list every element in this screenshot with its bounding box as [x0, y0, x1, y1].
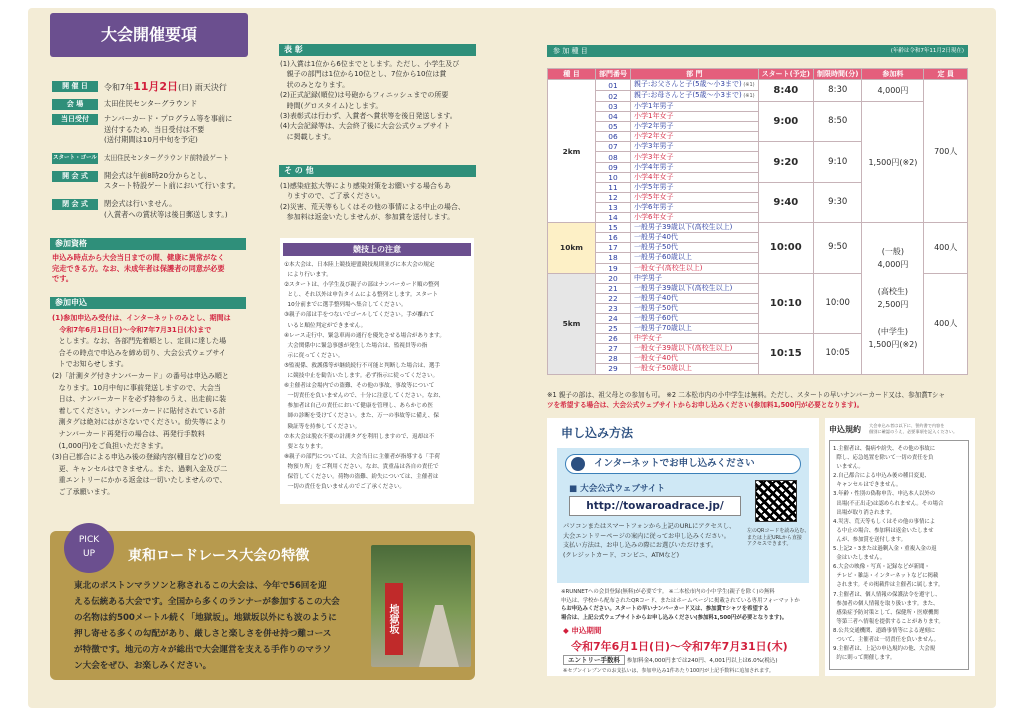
limit-time: 9:10: [814, 142, 862, 182]
hyosho-line: 時間(グロスタイム)とします。: [280, 101, 383, 110]
sonota-line: りますので、ご了承ください。: [280, 192, 385, 201]
application-line: ご了承願います。: [52, 487, 115, 496]
apply-period: 令和7年6月1日(日)〜令和7年7月31日(木): [571, 640, 788, 653]
event-name: 中学女子: [631, 334, 759, 344]
event-number: 23: [596, 303, 631, 313]
application-line: 更、キャンセルはできません。また、過剰入金及び二: [52, 464, 228, 473]
closing-text: 閉会式は行いません。 (入賞者への賞状等は後日郵送します。): [104, 198, 228, 219]
kiyaku-line: 4.災害、荒天等もしくはその他の事情によ: [833, 518, 936, 525]
event-name: 親子:お母さんと子(5歳〜小3まで) (※1): [631, 91, 759, 102]
kiyaku-line: んが、参加賞を送付します。: [833, 536, 907, 543]
category: 2km: [548, 80, 596, 223]
hill-photo: [371, 545, 471, 667]
event-name: 小学1年女子: [631, 112, 759, 122]
kyogi-line: 保管してください。荷物の盗難、紛失については、主催者は: [284, 473, 439, 480]
info-label-opening: 開 会 式: [52, 171, 98, 182]
category: 10km: [548, 223, 596, 273]
pickup-line: 押し寄せる多くの勾配があり、厳しさと楽しさを併せ持つ難コース: [74, 629, 332, 639]
event-row: [548, 102, 968, 112]
kiyaku-line: 8.公共交通機関、道路事情等による遅刻に: [833, 627, 936, 634]
pickup-box: [50, 531, 475, 680]
rules-heading: 競技上の注意: [283, 243, 471, 256]
computer-icon: [571, 457, 585, 471]
event-name: 小学2年女子: [631, 132, 759, 142]
reception-text: ナンバーカード・プログラム等を事前に 送付するため、当日受付は不要 (送付期間は10月中旬を予定): [104, 114, 233, 145]
event-number: 02: [596, 91, 631, 102]
awards-text: [280, 59, 480, 142]
kyogi-line: 要となります。: [284, 443, 327, 450]
terms-sub: 大会申込み者は以下に、誓約書で内容を 個別に確認のうえ、必要事項を記入ください。: [869, 423, 958, 434]
start-time: 10:15: [758, 334, 813, 374]
event-name: 一般男子60代: [631, 313, 759, 323]
event-row: [548, 223, 968, 233]
event-name: 一般男子60歳以上: [631, 253, 759, 263]
application-line: 測タグは絶対にはがさないでください。紛失等により: [52, 418, 227, 427]
terms-box: [825, 418, 975, 676]
event-name: 小学5年男子: [631, 182, 759, 192]
application-text: [52, 313, 257, 499]
limit-time: 9:30: [814, 182, 862, 222]
application-line: (1)参加申込み受付は、インターネットのみとし、期間は: [52, 314, 231, 322]
info-label-venue: 会 場: [52, 99, 98, 110]
kyogi-line: ①本大会は、日本陸上競技連盟競技規則並びに本大会の規定: [284, 262, 435, 268]
event-number: 18: [596, 253, 631, 263]
event-number: 05: [596, 122, 631, 132]
kyogi-line: ⑥主催者は会場内での盗難、その他の事故、事故等について: [284, 383, 435, 390]
info-label-closing: 閉 会 式: [52, 199, 98, 210]
event-number: 24: [596, 313, 631, 323]
application-line: (2)「計測タグ付きナンバーカード」の番号は申込み順と: [52, 371, 229, 380]
kiyaku-line: 等第三者へ情報を提供することがあります。: [833, 618, 944, 625]
kyogi-line: 大会関係中に緊急事態が発生した場合は、監視員等の指: [284, 342, 428, 349]
event-name: 一般男子70歳以上: [631, 324, 759, 334]
kyogi-line: ③親子の部は手をつないでゴールしてください。手が離れて: [284, 312, 435, 319]
start-time: 10:10: [758, 273, 813, 334]
events-notes: ※1 親子の部は、祖父母との参加も可。 ※2 二本松市内の小中学生は無料。ただし、スタートの早いナンバーカード又は、参加賞Tシャ ツを希望する場合は、大会公式ウェブサイトからお申し込みください(参加料1,500円が必要となります)。: [547, 391, 945, 409]
kiyaku-line: 5.上記2・3または過剰入金・重複入金の返: [833, 546, 937, 553]
site-label: ■ 大会公式ウェブサイト: [569, 484, 666, 494]
kiyaku-line: いません。: [833, 464, 864, 471]
event-name: 小学6年男子: [631, 202, 759, 212]
kyogi-line: ⑧親子の部門については、大会当日に主催者が指導する「手荷: [284, 453, 440, 460]
capacity: 700人: [924, 80, 968, 223]
info-label-date: 開 催 日: [52, 81, 98, 92]
category: 5km: [548, 273, 596, 374]
limit-time: 10:05: [814, 334, 862, 374]
pickup-line: が特徴です。地元の方々が総出で大会運営を支える手作りのマラソ: [74, 645, 332, 655]
event-name: 中学男子: [631, 273, 759, 283]
kyogi-line: 師の診断を受けてください。また、万一の事故等に備え、保: [284, 413, 439, 420]
kiyaku-line: 出場が取り消されます。: [833, 509, 896, 516]
kyogi-line: 10分前までに選手整列場へ集合してください。: [284, 302, 407, 309]
application-line: 着してください。ナンバーカードに貼付されている計: [52, 406, 226, 415]
application-line: (1,000円)をご負担いただきます。: [52, 441, 168, 450]
apply-box: [547, 418, 819, 676]
event-number: 29: [596, 364, 631, 374]
event-name: 一般男子50代: [631, 303, 759, 313]
start-time: 10:00: [758, 223, 813, 273]
hyosho-line: (3)表彰式は行わず、入賞者へ賞状等を後日発送します。: [280, 112, 457, 121]
kyogi-line: 参加者は自己の責任において健康を管理し、あらかじめ医: [284, 403, 433, 410]
application-line: トでお知らせします。: [52, 360, 128, 369]
kyogi-line: 険証等を持参してください。: [284, 423, 361, 430]
kyogi-line: ⑤監視係、救護係等が継続続行不可能と判断した場合は、選手: [284, 362, 441, 369]
kiyaku-line: キャンセルはできません。: [833, 482, 902, 489]
kiyaku-line: 9.主催者は、上記の申込規約の他、大会規: [833, 646, 936, 653]
capacity: 400人: [924, 273, 968, 374]
event-name: 小学3年男子: [631, 142, 759, 152]
event-number: 06: [596, 132, 631, 142]
pickup-badge: PICK UP: [64, 523, 114, 573]
event-row: [548, 80, 968, 91]
start-time: 8:40: [758, 80, 813, 102]
col-header: 部門番号: [596, 69, 631, 80]
col-header: 制限時間(分): [814, 69, 862, 80]
event-name: 一般男子50代: [631, 243, 759, 253]
page-title: 大会開催要項: [50, 13, 248, 57]
pickup-line: ン大会をぜひ、お楽しみください。: [74, 661, 212, 671]
application-line: (3)自己都合による申込み後の登録内容(種目など)の変: [52, 453, 222, 462]
event-name: 小学4年男子: [631, 162, 759, 172]
events-heading: 参 加 種 目 (年齢は令和7年11月2日現在): [547, 45, 968, 57]
kyogi-line: に競技中止を勧告いたします。必ず指示に従ってください。: [284, 373, 439, 380]
kyogi-line: とし、それ以外は申告タイムによる整列とします。スタート: [284, 292, 439, 299]
apply-title: 申し込み方法: [561, 426, 634, 440]
event-name: 一般女子40代: [631, 354, 759, 364]
events-table: [547, 68, 968, 375]
kiyaku-line: 感染症予防対策として、保健所・医療機関: [833, 609, 939, 616]
event-number: 22: [596, 293, 631, 303]
kiyaku-line: 3.年齢・性別の偽称申告、申込本人以外の: [833, 491, 936, 498]
event-name: 一般男子39歳以下(高校生以上): [631, 223, 759, 233]
kiyaku-line: 6.大会の映像・写真・記録などが新聞・: [833, 564, 930, 571]
event-name: 小学2年男子: [631, 122, 759, 132]
hyosho-line: (1)入賞は1位から6位までとします。ただし、小学生及び: [280, 60, 460, 68]
sonota-line: (1)感染症拡大等により感染対策をお願いする場合もあ: [280, 182, 451, 190]
venue: 太田住民センターグラウンド: [104, 98, 198, 108]
kyogi-line: いると順位判定ができません。: [284, 322, 367, 329]
start-time: 9:00: [758, 102, 813, 142]
event-name: 小学1年男子: [631, 102, 759, 112]
kiyaku-line: る中止の場合、参加料は返金いたしませ: [833, 527, 934, 534]
event-number: 25: [596, 324, 631, 334]
kiyaku-line: テレビ・雑誌・インターネットなどに掲載: [833, 573, 939, 580]
event-name: 小学3年女子: [631, 152, 759, 162]
kiyaku-line: 約に則って開催します。: [833, 655, 896, 662]
col-header: 部 門: [631, 69, 759, 80]
hyosho-line: 状のみとなります。: [280, 80, 350, 89]
qr-note: 左のQRコードを読み込む、 または上記URLから直接 アクセスできます。: [747, 528, 810, 547]
application-line: 合その時点で申込みを締め切り、大会公式ウェブサイ: [52, 348, 226, 357]
info-label-start-goal: スタート・ゴール: [52, 153, 98, 164]
internet-pill: インターネットでお申し込みください: [565, 454, 801, 474]
application-line: とします。なお、各部門先着順とし、定員に達した場: [52, 337, 227, 346]
other-text: [280, 181, 480, 223]
event-number: 27: [596, 344, 631, 354]
event-number: 19: [596, 263, 631, 273]
event-number: 21: [596, 283, 631, 293]
event-number: 13: [596, 202, 631, 212]
event-number: 09: [596, 162, 631, 172]
kiyaku-line: 2.自己都合による申込み後の種目変更、: [833, 473, 930, 480]
event-number: 15: [596, 223, 631, 233]
kyogi-line: ⑦本大会は脱衣不要の計測タグを利用しますので、返却は不: [284, 433, 435, 440]
limit-time: 10:00: [814, 273, 862, 334]
event-number: 12: [596, 192, 631, 202]
period-label: ◆ 申込期間: [563, 626, 602, 635]
pickup-line: の名物は約500メートル続く「地獄坂」。地獄坂以外にも波のように: [74, 613, 337, 623]
apply-instructions: パソコンまたはスマートフォンから上記のURLにアクセスし、 大会エントリーページの案内に従ってお申し込みください。 支払い方法は、お申し込みの際にお選びいただけます。 (クレジットカード、コンビニ、ATMなど): [563, 523, 736, 559]
site-url-link[interactable]: http://towaroadrace.jp/: [569, 496, 741, 516]
event-number: 03: [596, 102, 631, 112]
event-number: 20: [596, 273, 631, 283]
event-number: 28: [596, 354, 631, 364]
pickup-line: 東北のボストンマラソンと称されるこの大会は、今年で56回を迎: [74, 581, 327, 591]
capacity: 400人: [924, 223, 968, 273]
kiyaku-line: 参加者の個人情報を取り扱います。また、: [833, 600, 939, 607]
event-name: 小学4年女子: [631, 172, 759, 182]
event-number: 01: [596, 80, 631, 91]
event-name: 小学5年女子: [631, 192, 759, 202]
rules-text: [280, 260, 474, 492]
rules-box: [280, 238, 474, 504]
kyogi-line: ④レース走行中、緊急車両の通行を優先させる場合があります。: [284, 332, 445, 339]
kyogi-line: 示に従ってください。: [284, 352, 344, 359]
start-time: 9:40: [758, 182, 813, 222]
kyogi-line: ②スタートは、小学生及び親子の部はナンバーカード順の整列: [284, 282, 440, 289]
event-name: 一般男子39歳以下(高校生以上): [631, 283, 759, 293]
application-line: ナンバーカード再発行の場合は、再発行手数料: [52, 429, 205, 438]
event-number: 14: [596, 213, 631, 223]
kyogi-line: 一切責任を負いませんので、十分に注意してください。なお、: [284, 393, 445, 400]
col-header: 参加料: [862, 69, 924, 80]
info-label-reception: 当日受付: [52, 114, 98, 125]
event-number: 04: [596, 112, 631, 122]
event-number: 10: [596, 172, 631, 182]
application-heading: 参加申込: [50, 297, 246, 309]
start-goal: 太田住民センターグラウンド前特設ゲート: [104, 153, 230, 162]
kiyaku-line: 出場(不正出走)は認められません。その場合: [833, 500, 944, 507]
road-shape: [419, 605, 459, 667]
pickup-title: 東和ロードレース大会の特徴: [128, 548, 310, 564]
application-line: 日は、ナンバーカードを必ず持参のうえ、出走前に装: [52, 395, 227, 404]
terms-heading: 申込規約: [829, 425, 861, 434]
kyogi-line: により行います。: [284, 272, 332, 279]
terms-text: [833, 445, 944, 663]
other-heading: そ の 他: [279, 165, 476, 177]
jigokuzaka-banner: 地獄坂: [385, 583, 403, 655]
event-number: 17: [596, 243, 631, 253]
event-name: 一般男子40代: [631, 293, 759, 303]
hyosho-line: 親子の部門は1位から10位とし、7位から10位は賞: [280, 70, 447, 79]
application-line: なります。10月中旬に事前発送しますので、大会当: [52, 383, 221, 392]
apply-footnote: ※セブンイレブンでのお支払いは、参加申込み1件あたり100円が上記手数料に追加されます。: [563, 668, 774, 674]
kyogi-line: 物預り所」をご利用ください。なお、貴重品は各自の責任で: [284, 463, 439, 470]
event-date: 令和7年11月2日(日) 雨天決行: [104, 80, 227, 93]
event-name: 一般女子50歳以上: [631, 364, 759, 374]
event-name: 一般女子39歳以下(高校生以上): [631, 344, 759, 354]
kiyaku-line: 7.主催者は、個人情報の保護法令を遵守し、: [833, 591, 941, 598]
start-time: 9:20: [758, 142, 813, 182]
kiyaku-line: ついて、主催者は一切責任を負いません。: [833, 636, 940, 643]
event-name: 一般男子40代: [631, 233, 759, 243]
event-number: 11: [596, 182, 631, 192]
fee: 4,000円: [862, 80, 924, 102]
col-header: スタート(予定): [758, 69, 813, 80]
hyosho-line: (4)大会記録等は、大会終了後に大会公式ウェブサイト: [280, 122, 451, 131]
limit-time: 9:50: [814, 223, 862, 273]
event-name: 小学6年女子: [631, 213, 759, 223]
eligibility-heading: 参加資格: [50, 238, 246, 250]
event-name: 一般女子(高校生以上): [631, 263, 759, 273]
opening-text: 開会式は午前8時20分からとし、 スタート特設ゲート前において行います。: [104, 170, 240, 191]
col-header: 定 員: [924, 69, 968, 80]
qr-code-icon[interactable]: [755, 480, 797, 522]
kyogi-line: 一切の責任を負いませんのでご了承ください。: [284, 484, 406, 491]
kiyaku-line: 1.主催者は、傷病や紛失、その他の事故に: [833, 446, 936, 452]
pickup-line: える伝統ある大会です。全国から多くのランナーが参加するこの大会: [74, 597, 340, 607]
awards-heading: 表 彰: [279, 44, 476, 56]
col-header: 種 目: [548, 69, 596, 80]
hyosho-line: (2)正式記録(順位)は号砲からフィニッシュまでの所要: [280, 91, 449, 100]
info-list: [52, 79, 252, 220]
event-number: 26: [596, 334, 631, 344]
kiyaku-line: されます。その掲載件は主催者に属します。: [833, 582, 944, 589]
eligibility-text: 申込み時点から大会当日までの間、健康に異常がなく 完走できる方。なお、未成年者は保護者の同意が必要 です。: [52, 253, 225, 284]
kiyaku-line: 際し、応急処置を除いて一切の責任を負: [833, 455, 934, 462]
fee: (一般) 4,000円 (高校生) 2,500円 (中学生) 1,500円(※2): [862, 223, 924, 374]
application-line: 重エントリーにかかる返金は一切いたしませんので、: [52, 476, 227, 485]
sonota-line: 参加料は返金いたしませんが、参加賞を送付します。: [280, 213, 455, 222]
sonota-line: (2)災害、荒天等もしくはその他の事情による中止の場合、: [280, 202, 465, 211]
entry-fee-row: エントリー手数料 参加料金4,000円までは240円、4,001円以上は6.0%(税込): [563, 654, 811, 666]
pickup-text: [74, 578, 379, 674]
event-number: 07: [596, 142, 631, 152]
fee: 1,500円(※2): [862, 102, 924, 223]
limit-time: 8:50: [814, 102, 862, 142]
limit-time: 8:30: [814, 80, 862, 102]
apply-small-notes: ※RUNNETへの会員登録(無料)が必要です。 ※二本松市内の小中学生(親子を除く)の無料 申込は、学校から配布されたQRコード、またはホームページに掲載されている専用フォーマットか らお申込みください。スタートの早いナンバーカード又は、参加賞Tシャツを希望する 場合は、上記公式ウェブサイトからお申し込みください(参加料1,500円が必要となります)。: [561, 589, 800, 621]
hyosho-line: に掲載します。: [280, 132, 336, 141]
kiyaku-line: 金はいたしません。: [833, 555, 886, 562]
event-number: 16: [596, 233, 631, 243]
event-number: 08: [596, 152, 631, 162]
event-name: 親子:お父さんと子(5歳〜小3まで) (※1): [631, 80, 759, 91]
application-line: 令和7年6月1日(日)〜令和7年7月31日(木)まで: [52, 325, 212, 334]
